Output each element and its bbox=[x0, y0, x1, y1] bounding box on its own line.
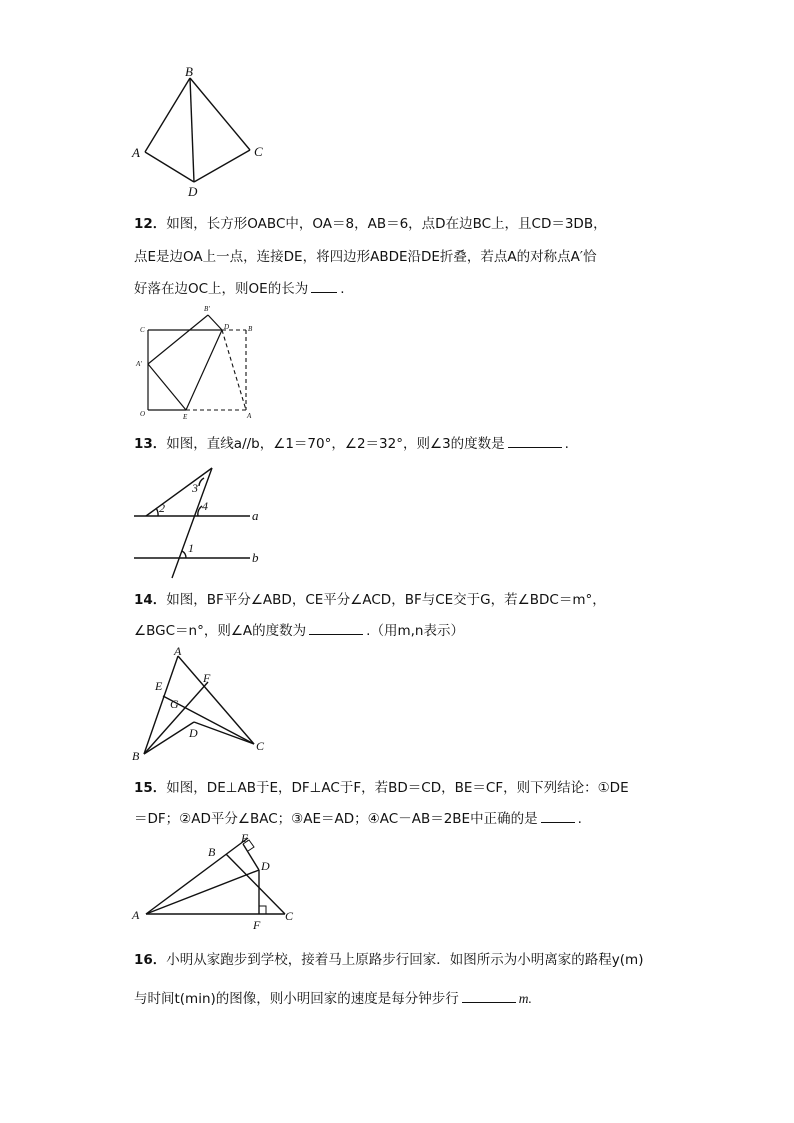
q12-number: 12． bbox=[134, 216, 167, 232]
label-A: A bbox=[132, 145, 140, 160]
fold-label-O: O bbox=[140, 410, 146, 418]
q14-label-D: D bbox=[189, 726, 198, 740]
angle-4-label: 4 bbox=[202, 499, 208, 513]
q16-text1: 小明从家跑步到学校，接着马上原路步行回家．如图所示为小明离家的路程y(m) bbox=[166, 952, 644, 968]
label-B: B bbox=[185, 64, 193, 79]
q13-number: 13． bbox=[134, 436, 167, 452]
kite-figure bbox=[128, 62, 278, 202]
angle-3-label: 3 bbox=[192, 481, 198, 495]
q14-line1 bbox=[134, 588, 606, 608]
triangle-perpendicular-figure bbox=[128, 830, 300, 934]
fold-label-D: D bbox=[224, 323, 230, 331]
angle-bisector-figure bbox=[128, 642, 278, 764]
q15-label-C: C bbox=[285, 909, 294, 923]
q13-answer-blank[interactable] bbox=[508, 435, 562, 448]
q12-line2 bbox=[134, 245, 596, 265]
q15-line2 bbox=[134, 807, 582, 827]
fold-label-B1: B′ bbox=[204, 305, 210, 313]
q15-period: . bbox=[577, 811, 582, 827]
q12-text1: 如图，长方形OABC中，OA＝8，AB＝6，点D在边BC上，且CD＝3DB， bbox=[166, 216, 607, 232]
q14-line2 bbox=[134, 619, 464, 639]
q14-text2-end: .（用m,n表示） bbox=[366, 623, 464, 639]
q12-answer-blank[interactable] bbox=[311, 280, 337, 293]
q15-text1: 如图，DE⊥AB于E，DF⊥AC于F，若BD＝CD，BE＝CF，则下列结论：①DE bbox=[166, 780, 629, 796]
q16-answer-blank[interactable] bbox=[462, 990, 516, 1003]
q14-text2: ∠BGC＝n°，则∠A的度数为 bbox=[134, 623, 307, 639]
q14-text1: 如图，BF平分∠ABD，CE平分∠ACD，BF与CE交于G，若∠BDC＝m°， bbox=[166, 592, 606, 608]
angle-2-label: 2 bbox=[159, 501, 165, 515]
q16-unit: m. bbox=[518, 991, 532, 1006]
q12-text2: 点E是边OA上一点，连接DE，将四边形ABDE沿DE折叠，若点A的对称点A′恰 bbox=[134, 249, 597, 265]
line-a-label: a bbox=[252, 508, 259, 523]
q15-number: 15． bbox=[134, 780, 167, 796]
q12-period: . bbox=[340, 281, 345, 297]
q14-label-E: E bbox=[155, 679, 163, 693]
parallel-lines-figure bbox=[130, 460, 270, 580]
q14-number: 14． bbox=[134, 592, 167, 608]
q13-text: 如图，直线a//b，∠1＝70°，∠2＝32°，则∠3的度数是 bbox=[166, 436, 505, 452]
q12-line3 bbox=[134, 277, 345, 297]
fold-label-A: A bbox=[247, 412, 252, 420]
q16-text2: 与时间t(min)的图像，则小明回家的速度是每分钟步行 bbox=[134, 991, 459, 1007]
q14-label-F: F bbox=[203, 671, 211, 685]
q15-label-B: B bbox=[208, 845, 216, 859]
q13-line1 bbox=[134, 432, 569, 452]
q14-label-C: C bbox=[256, 739, 265, 753]
q16-line2 bbox=[134, 987, 532, 1007]
fold-label-E: E bbox=[183, 413, 188, 421]
q16-number: 16． bbox=[134, 952, 167, 968]
fold-label-A1: A′ bbox=[136, 360, 142, 368]
q16-line1 bbox=[134, 948, 643, 968]
q12-line1 bbox=[134, 212, 607, 232]
q15-line1 bbox=[134, 776, 629, 796]
line-b-label: b bbox=[252, 550, 259, 565]
q15-label-F: F bbox=[253, 918, 261, 932]
label-D: D bbox=[188, 184, 198, 199]
rectangle-fold-figure bbox=[130, 302, 260, 420]
q14-label-B: B bbox=[132, 749, 140, 763]
fold-label-C: C bbox=[140, 326, 145, 334]
q15-label-D: D bbox=[261, 859, 270, 873]
q15-label-E: E bbox=[241, 831, 249, 845]
fold-label-B: B bbox=[248, 325, 253, 333]
q12-text3: 好落在边OC上，则OE的长为 bbox=[134, 281, 309, 297]
angle-1-label: 1 bbox=[188, 541, 194, 555]
q14-answer-blank[interactable] bbox=[309, 622, 363, 635]
q13-period: . bbox=[564, 436, 569, 452]
q14-label-G: G bbox=[170, 697, 179, 711]
q14-label-A: A bbox=[174, 644, 182, 658]
label-C: C bbox=[254, 144, 263, 159]
q15-label-A: A bbox=[132, 908, 140, 922]
q15-answer-blank[interactable] bbox=[541, 810, 575, 823]
q15-text2: ＝DF；②AD平分∠BAC；③AE＝AD；④AC－AB＝2BE中正确的是 bbox=[134, 811, 538, 827]
